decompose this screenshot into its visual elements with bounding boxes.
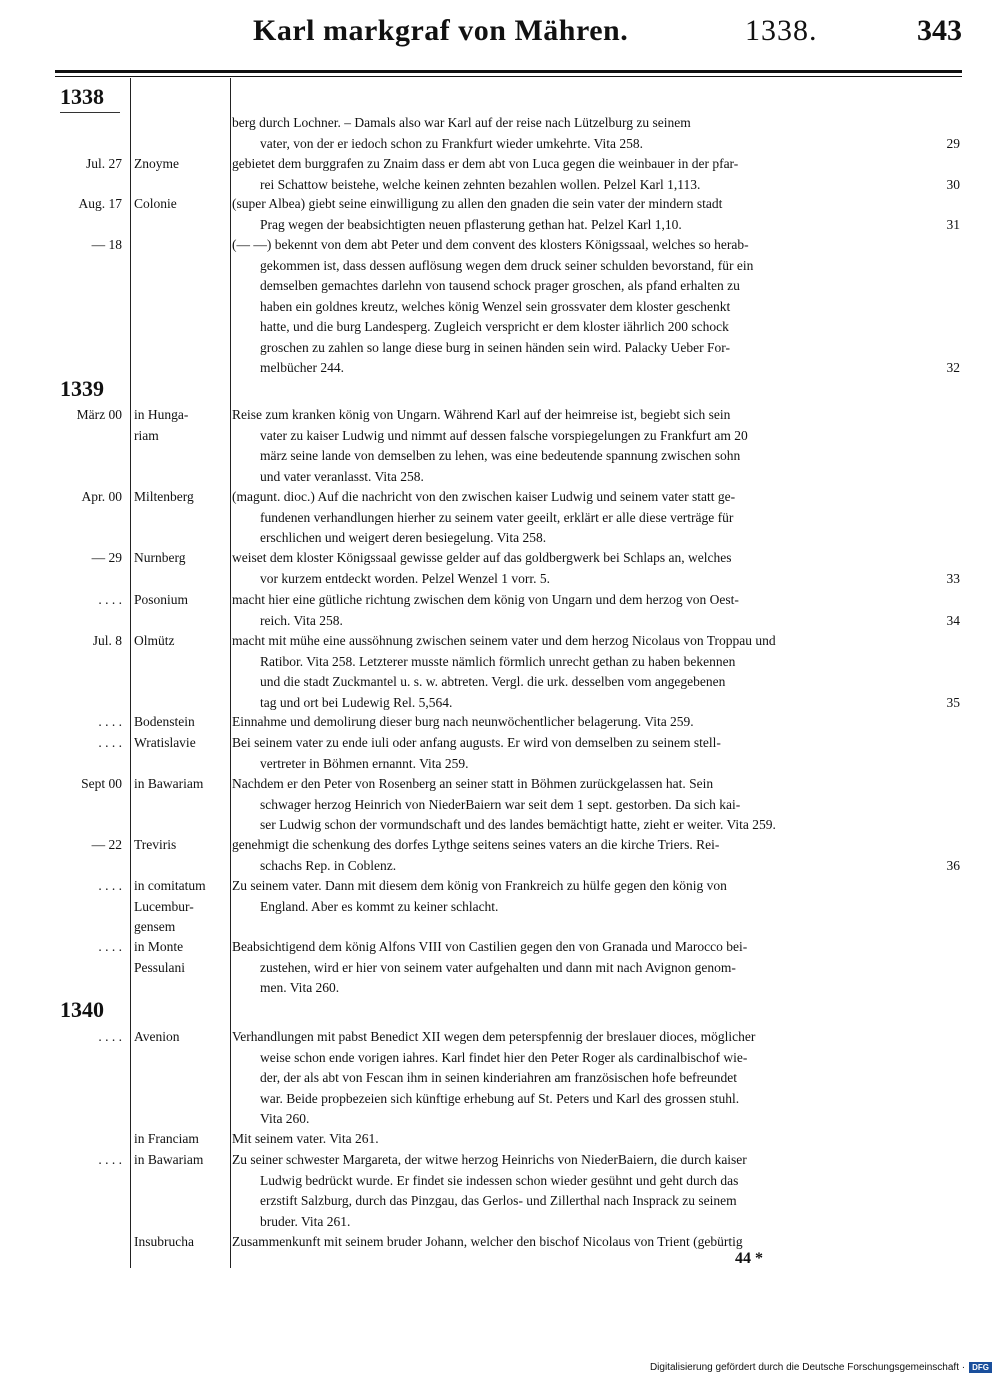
entry-text-line: ser Ludwig schon der vormundschaft und des landes bemächtigt hatte, zieht er weiter. Vita 259. xyxy=(260,817,776,832)
entry-text xyxy=(232,876,958,917)
entry-date: . . . . xyxy=(98,878,122,893)
entry-number: 32 xyxy=(946,360,960,375)
entry-text-line: Zusammenkunft mit seinem bruder Johann, welcher den bischof Nicolaus von Trient (gebürtig xyxy=(232,1234,743,1249)
entry-number: 36 xyxy=(946,857,960,873)
entry-number: 33 xyxy=(946,570,960,586)
entry-text-line: Ludwig bedrückt wurde. Er findet sie indessen schon wieder gesühnt und geht durch das xyxy=(260,1172,739,1188)
entry-place: Avenion xyxy=(134,1029,180,1044)
entry-date: Jul. 8 xyxy=(92,633,122,648)
entry-date: . . . . xyxy=(98,714,122,729)
entry-date: Apr. 00 xyxy=(81,489,122,504)
year-label: 1340 xyxy=(60,997,104,1022)
entry-number: 35 xyxy=(946,694,960,710)
entry-text xyxy=(232,487,958,549)
entry-text xyxy=(232,1232,958,1253)
entry-place: Znoyme xyxy=(134,156,179,171)
entry-number: 29 xyxy=(946,135,960,151)
entry-text-line: vertreter in Böhmen ernannt. Vita 259. xyxy=(260,755,469,771)
entry-place: Posonium xyxy=(134,592,189,607)
entry-text-line: macht mit mühe eine aussöhnung zwischen seinem vater und dem herzog Nicolaus von Troppau und xyxy=(232,633,776,648)
entry-text-line: Vita 260. xyxy=(260,1111,310,1126)
entry-date: Aug. 17 xyxy=(78,196,122,211)
entry-text-line: England. Aber es kommt zu keiner schlacht. xyxy=(260,898,499,914)
entry-place: Miltenberg xyxy=(134,489,194,504)
year-label: 1338 xyxy=(60,84,104,109)
entry-place: in comitatum Lucembur- gensem xyxy=(134,878,206,934)
dfg-logo: DFG xyxy=(969,1362,992,1373)
entry-text xyxy=(232,154,958,195)
entry-text-line: Mit seinem vater. Vita 261. xyxy=(232,1131,379,1146)
entry-date: März 00 xyxy=(76,407,122,422)
entry-text-line: erzstift Salzburg, durch das Pinzgau, das Gerlos- und Zillerthal nach Insprack zu seinem xyxy=(260,1193,737,1208)
entry-text-line: märz seine lande von demselben zu lehen, was eine bedeutende spannung zwischen sohn xyxy=(260,448,741,463)
entry-text-line: men. Vita 260. xyxy=(260,980,340,995)
entry-date: Jul. 27 xyxy=(85,156,122,171)
entry-date: . . . . xyxy=(98,1152,122,1167)
entry-text-line: genehmigt die schenkung des dorfes Lythge seitens seines vaters an die kirche Triers. Rei- xyxy=(232,837,720,852)
entry-place: in Hunga- riam xyxy=(134,407,189,443)
entry-date: . . . . xyxy=(98,592,122,607)
entry-text xyxy=(232,113,958,154)
entry-place: in Bawariam xyxy=(134,1152,204,1167)
entry-text xyxy=(232,774,958,836)
entry-text xyxy=(232,590,958,631)
entry-text-line: Bei seinem vater zu ende iuli oder anfang augusts. Er wird von demselben zu seinem stell- xyxy=(232,735,721,750)
entry-date: . . . . xyxy=(98,939,122,954)
entry-text xyxy=(232,1027,958,1130)
entry-text-line: schwager herzog Heinrich von NiederBaiern war seit dem 1 sept. gestorben. Da sich kai- xyxy=(260,796,741,812)
entry-text-line: bruder. Vita 261. xyxy=(260,1213,351,1229)
entry-text-line: und vater veranlasst. Vita 258. xyxy=(260,468,424,484)
entry-text-line: fundenen verhandlungen hierher zu seinem vater geeilt, erklärt er alle diese verträge für xyxy=(260,509,734,525)
entry-text-line: weiset dem kloster Königssaal gewisse gelder auf das goldbergwerk bei Schlaps an, welches xyxy=(232,550,732,565)
entry-place: Treviris xyxy=(134,837,177,852)
page-title: Karl markgraf von Mähren. xyxy=(253,14,629,47)
entry-text xyxy=(232,1129,958,1150)
footer xyxy=(650,1362,992,1373)
entry-text xyxy=(232,548,958,589)
entry-place: Colonie xyxy=(134,196,177,211)
entry-text-line: war. Beide propbezeien sich künftige erhebung auf St. Peters und Karl des grossen stuhl. xyxy=(260,1090,740,1106)
entry-number: 31 xyxy=(946,216,960,232)
entry-text-line: schachs Rep. in Coblenz. xyxy=(260,857,397,873)
entry-date: . . . . xyxy=(98,1029,122,1044)
entry-text-line: und die stadt Zuckmantel u. s. w. abtreten. Vergl. die urk. desselben vom angegebenen xyxy=(260,674,726,689)
entry-number: 30 xyxy=(946,176,960,192)
entry-text-line: vater, von der er iedoch schon zu Frankfurt wieder umkehrte. Vita 258. xyxy=(260,135,644,151)
entry-text-line: der, der als abt von Fescan ihm in seinen kinderiahren am französischen hofe befreundet xyxy=(260,1070,738,1085)
entry-place: in Bawariam xyxy=(134,776,204,791)
entry-text-line: melbücher 244. xyxy=(260,360,344,375)
entry-text-line: Verhandlungen mit pabst Benedict XII wegen dem peterspfennig der breslauer dioces, möglicher xyxy=(232,1029,756,1044)
entry-place: Bodenstein xyxy=(134,714,195,729)
entry-text-line: (— —) bekennt von dem abt Peter und dem convent des klosters Königssaal, welches so herab- xyxy=(232,237,749,252)
entry-text-line: (super Albea) giebt seine einwilligung zu allen den gnaden die sein vater der mindern stadt xyxy=(232,196,723,211)
entry-text-line: groschen zu zahlen so lange diese burg in seinen händen sein wird. Palacky Ueber For- xyxy=(260,339,730,355)
entry-place: Insubrucha xyxy=(134,1234,194,1249)
entry-text-line: berg durch Lochner. – Damals also war Karl auf der reise nach Lützelburg zu seinem xyxy=(232,115,691,130)
entry-text-line: gekommen ist, dass dessen auflösung wegen dem druck seiner schulden bevorstand, für ein xyxy=(260,257,754,273)
entry-text xyxy=(232,712,958,733)
entry-place: in Monte Pessulani xyxy=(134,939,186,975)
entry-text-line: rei Schattow beistehe, welche keinen zehnten bezahlen wollen. Pelzel Karl 1,113. xyxy=(260,176,701,192)
signature-mark: 44 * xyxy=(735,1250,763,1267)
entry-text-line: demselben gemachtes darlehn von tausend schock prager groschen, als pfand erhalten zu xyxy=(260,278,740,293)
entry-text-line: Nachdem er den Peter von Rosenberg an seiner statt in Böhmen zurückgelassen hat. Sein xyxy=(232,776,714,791)
entry-date: — 29 xyxy=(91,550,122,565)
entry-text xyxy=(232,235,958,379)
entry-date: . . . . xyxy=(98,735,122,750)
page-number: 343 xyxy=(917,14,962,47)
footer-text: Digitalisierung gefördert durch die Deutsche Forschungsgemeinschaft · xyxy=(649,1362,966,1373)
entry-number: 34 xyxy=(946,612,960,628)
entry-text xyxy=(232,1150,958,1232)
entry-text xyxy=(232,405,958,487)
entry-text xyxy=(232,631,958,713)
entry-text-line: haben ein goldnes kreutz, welches könig Wenzel sein grossvater dem kloster geschenkt xyxy=(260,298,731,314)
entry-text-line: reich. Vita 258. xyxy=(260,612,343,628)
entry-text-line: vor kurzem entdeckt worden. Pelzel Wenzel 1 vorr. 5. xyxy=(260,570,550,586)
entry-text-line: hatte, und die burg Landesperg. Zugleich verspricht er dem kloster iährlich 200 schock xyxy=(260,319,729,334)
entry-text-line: gebietet dem burggrafen zu Znaim dass er dem abt von Luca gegen die weinbauer in der pfar- xyxy=(232,156,739,171)
entry-date: — 22 xyxy=(91,837,122,852)
entry-text-line: Beabsichtigend dem könig Alfons VIII von Castilien gegen den von Granada und Marocco bei- xyxy=(232,939,748,954)
entry-text xyxy=(232,194,958,235)
entry-place: Olmütz xyxy=(134,633,175,648)
entry-text-line: Ratibor. Vita 258. Letzterer musste nämlich förmlich unrecht gethan zu haben bekennen xyxy=(260,653,736,669)
entry-place: Wratislavie xyxy=(134,735,196,750)
entry-place: in Franciam xyxy=(134,1131,199,1146)
entry-text-line: vater zu kaiser Ludwig und nimmt auf dessen falsche vorspiegelungen zu Frankfurt am 20 xyxy=(260,427,748,443)
entry-text xyxy=(232,937,958,999)
entry-text xyxy=(232,733,958,774)
entry-text-line: Zu seinem vater. Dann mit diesem dem könig von Frankreich zu hülfe gegen den könig von xyxy=(232,878,727,893)
entry-text xyxy=(232,835,958,876)
entry-text-line: weise schon ende vorigen iahres. Karl findet hier den Peter Roger als cardinalbischof wie- xyxy=(260,1049,748,1065)
entry-date: — 18 xyxy=(91,237,122,252)
entry-text-line: zustehen, wird er hier von seinem vater aufgehalten und dann mit nach Avignon genom- xyxy=(260,959,736,975)
entry-text-line: (magunt. dioc.) Auf die nachricht von den zwischen kaiser Ludwig und seinem vater statt ge- xyxy=(232,489,736,504)
entry-text-line: macht hier eine gütliche richtung zwischen dem könig von Ungarn und dem herzog von Oest- xyxy=(232,592,739,607)
entry-date: Sept 00 xyxy=(81,776,122,791)
entry-text-line: tag und ort bei Ludewig Rel. 5,564. xyxy=(260,694,453,710)
entry-text-line: Prag wegen der beabsichtigten neuen pflasterung gethan hat. Pelzel Karl 1,10. xyxy=(260,216,682,232)
entry-text-line: Zu seiner schwester Margareta, der witwe herzog Heinrichs von NiederBaiern, die durch kaiser xyxy=(232,1152,747,1167)
entry-place: Nurnberg xyxy=(134,550,186,565)
header-year: 1338. xyxy=(745,14,818,47)
entry-text-line: erschlichen und weigert deren besiegelung. Vita 258. xyxy=(260,530,547,545)
year-label: 1339 xyxy=(60,376,104,401)
entry-text-line: Einnahme und demolirung dieser burg nach neunwöchentlicher belagerung. Vita 259. xyxy=(232,714,694,729)
entry-text-line: Reise zum kranken könig von Ungarn. Während Karl auf der heimreise ist, begiebt sich sein xyxy=(232,407,731,422)
